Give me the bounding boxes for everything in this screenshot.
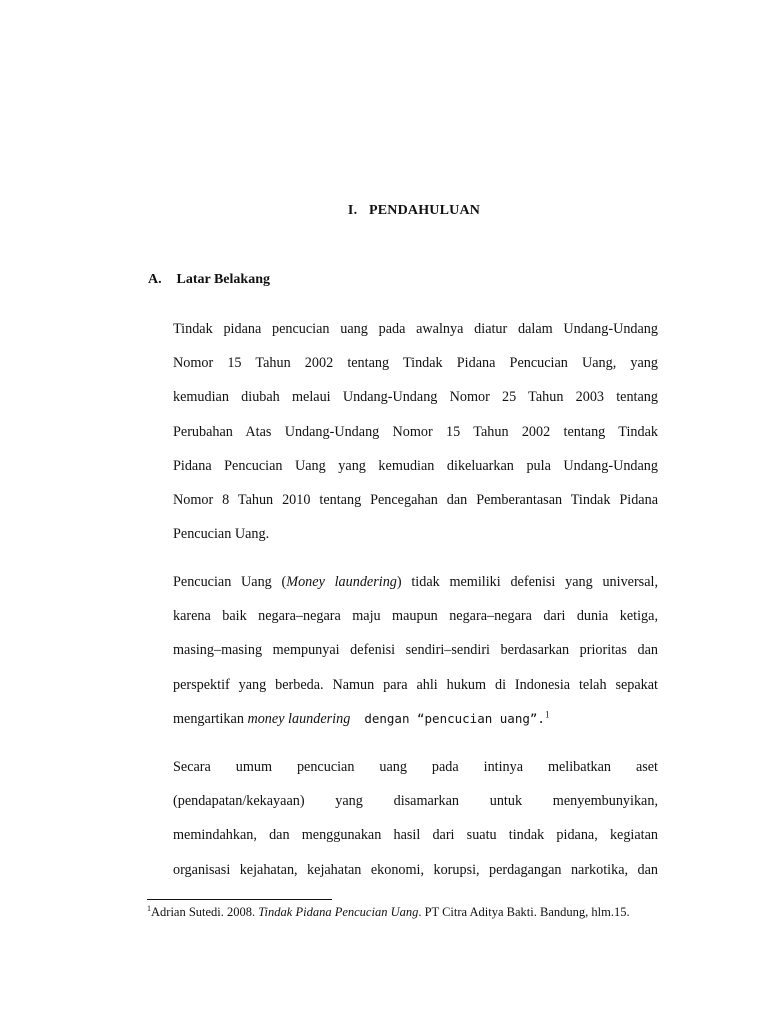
paragraph-line [173, 709, 658, 743]
paragraph-line: Nomor 8 Tahun 2010 tentang Pencegahan dan Pemberantasan Tindak Pidana [173, 491, 658, 508]
paragraph-line: memindahkan, dan menggunakan hasil dari suatu tindak pidana, kegiatan [173, 827, 658, 844]
paragraph-line: perspektif yang berbeda. Namun para ahli hukum di Indonesia telah sepakat [173, 676, 658, 693]
footnote-title: Tindak Pidana Pencucian Uang [258, 905, 419, 919]
paragraph-line: organisasi kejahatan, kejahatan ekonomi, korupsi, perdagangan narkotika, dan [173, 861, 658, 878]
footnote-reference: 1 [544, 709, 550, 720]
paragraph-1 [173, 319, 658, 558]
footnote-publisher: . PT Citra Aditya Bakti. Bandung, hlm.15. [418, 905, 630, 919]
paragraph-line: kemudian diubah melaui Undang-Undang Nomor 25 Tahun 2003 tentang [173, 389, 658, 406]
italic-term: money laundering [247, 710, 351, 727]
paragraph-line: Pidana Pencucian Uang yang kemudian dikeluarkan pula Undang-Undang [173, 457, 658, 474]
text-run: Pencucian Uang ( [173, 574, 287, 590]
paragraph-2 [173, 572, 658, 743]
paragraph-line: Tindak pidana pencucian uang pada awalnya diatur dalam Undang-Undang [173, 321, 658, 337]
paragraph-3 [173, 757, 658, 894]
text-run: dengan “pencucian uang”. [364, 710, 545, 726]
footnote-mark: 1 [147, 903, 151, 913]
paragraph-line: Pencucian Uang. [173, 526, 270, 543]
text-run: ) tidak memiliki defenisi yang universal, [396, 574, 658, 590]
section-letter: A. [148, 272, 162, 287]
chapter-number: I. [347, 203, 358, 218]
chapter-title-text: PENDAHULUAN [368, 203, 481, 218]
paragraph-line: Perubahan Atas Undang-Undang Nomor 15 Tahun 2002 tentang Tindak [173, 423, 658, 440]
paragraph-line [173, 572, 658, 606]
section-heading [148, 272, 270, 288]
section-title: Latar Belakang [176, 272, 270, 287]
text-run: mengartikan [173, 710, 248, 727]
paragraph-line: (pendapatan/kekayaan) yang disamarkan untuk menyembunyikan, [173, 793, 658, 810]
paragraph-line: masing–masing mempunyai defenisi sendiri–sendiri berdasarkan prioritas dan [173, 642, 658, 659]
paragraph-line: Secara umum pencucian uang pada intinya melibatkan aset [173, 759, 658, 775]
footnote-author: Adrian Sutedi. 2008. [151, 905, 259, 919]
paragraph-line: karena baik negara–negara maju maupun negara–negara dari dunia ketiga, [173, 608, 658, 625]
paragraph-line: Nomor 15 Tahun 2002 tentang Tindak Pidana Pencucian Uang, yang [173, 355, 658, 372]
footnote [147, 905, 630, 920]
chapter-title [0, 203, 768, 219]
footnote-divider [147, 899, 332, 900]
italic-term: Money laundering [286, 574, 397, 590]
